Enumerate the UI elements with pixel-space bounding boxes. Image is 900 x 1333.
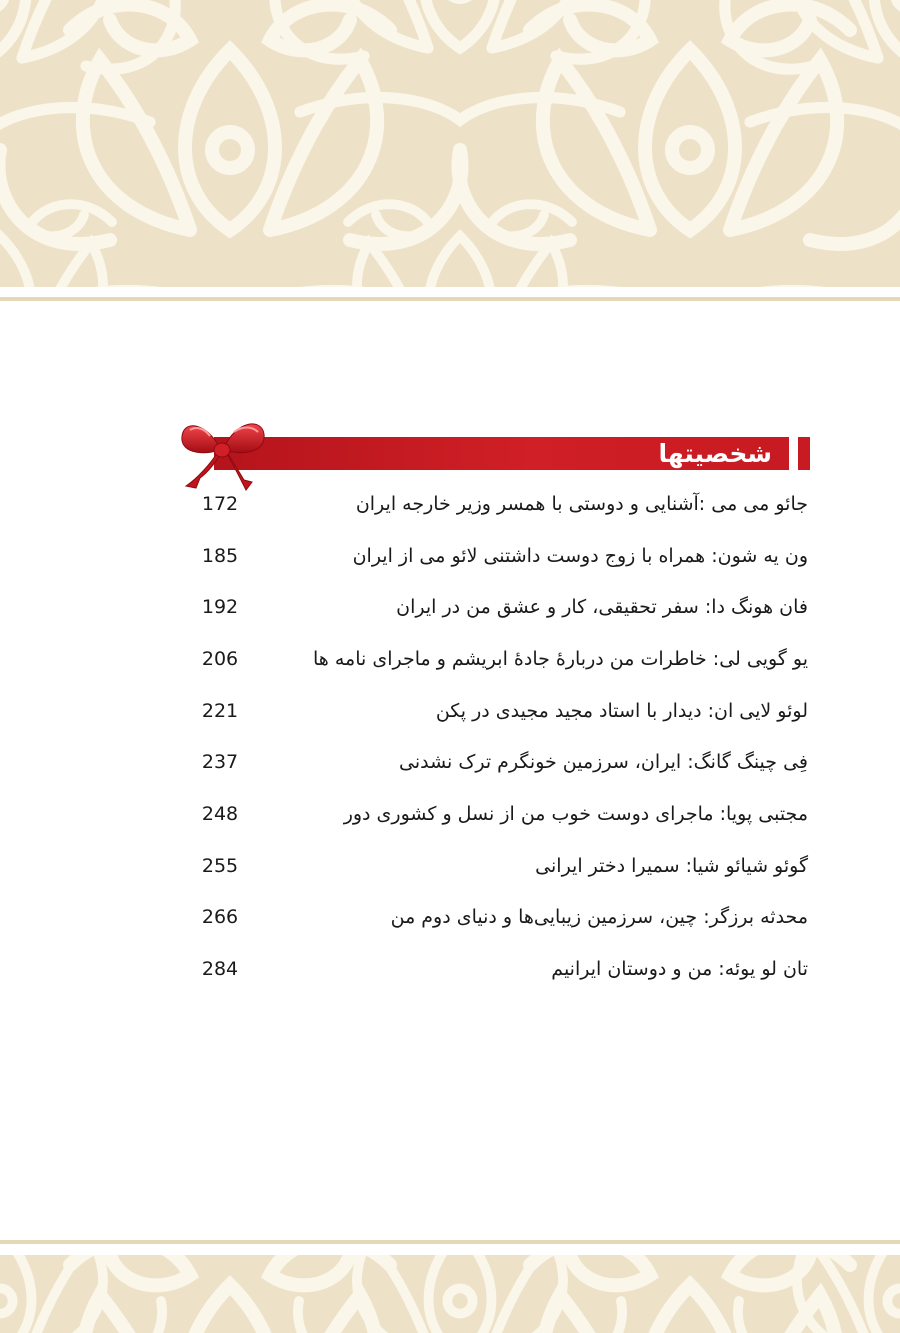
red-bow-icon bbox=[176, 412, 268, 494]
toc-entry bbox=[190, 700, 808, 730]
toc-entry-page: 284 bbox=[201, 958, 239, 980]
toc-entry-title: فان هونگ دا: سفر تحقیقی، کار و عشق من در ایران bbox=[396, 596, 808, 618]
toc-entry-page: 248 bbox=[201, 803, 239, 825]
toc-entry-title: جائو می می :آشنایی و دوستی با همسر وزیر خارجه ایران bbox=[355, 493, 808, 515]
toc-entry-page: 206 bbox=[201, 648, 239, 670]
toc-entry-page: 192 bbox=[201, 596, 239, 618]
section-title: شخصیتها bbox=[658, 439, 772, 468]
toc-entry-page: 185 bbox=[201, 545, 239, 567]
toc-entry-title: محدثه برزگر: چین، سرزمین زیبایی‌ها و دنیای دوم من bbox=[390, 906, 808, 928]
toc-entry-page: 172 bbox=[201, 493, 239, 515]
toc-entry bbox=[190, 596, 808, 626]
bottom-ornament-band bbox=[0, 1255, 900, 1333]
toc-entry bbox=[190, 855, 808, 885]
toc-entry-title: لوئو لایی ان: دیدار با استاد مجید مجیدی در پکن bbox=[435, 700, 808, 722]
toc-entry-title: یو گویی لی: خاطرات من دربارۀ جادۀ ابریشم و ماجرای نامه ها bbox=[313, 648, 808, 670]
toc-entry bbox=[190, 958, 808, 988]
toc-entry bbox=[190, 803, 808, 833]
toc-entry-title: گوئو شیائو شیا: سمیرا دختر ایرانی bbox=[535, 855, 808, 877]
toc-entry-title: فِی چینگ گانگ: ایران، سرزمین خونگرم ترک نشدنی bbox=[398, 751, 808, 773]
divider bbox=[0, 1244, 900, 1255]
toc-entry bbox=[190, 648, 808, 678]
toc-entry bbox=[190, 493, 808, 523]
toc-entry-title: ون یه شون: همراه با زوج دوست داشتنی لائو می از ایران bbox=[352, 545, 808, 567]
divider bbox=[0, 297, 900, 301]
toc-entry-page: 266 bbox=[201, 906, 239, 928]
toc-entry-page: 237 bbox=[201, 751, 239, 773]
section-header-stripe bbox=[798, 437, 810, 470]
divider bbox=[0, 287, 900, 297]
toc-entry-page: 221 bbox=[201, 700, 239, 722]
toc-entry-title: مجتبی پویا: ماجرای دوست خوب من از نسل و کشوری دور bbox=[343, 803, 808, 825]
top-ornament-band bbox=[0, 0, 900, 287]
toc-entry-title: تان لو یوئه: من و دوستان ایرانیم bbox=[551, 958, 808, 980]
toc-entry bbox=[190, 906, 808, 936]
toc-entry bbox=[190, 751, 808, 781]
toc-entry-page: 255 bbox=[201, 855, 239, 877]
toc-entry bbox=[190, 545, 808, 575]
